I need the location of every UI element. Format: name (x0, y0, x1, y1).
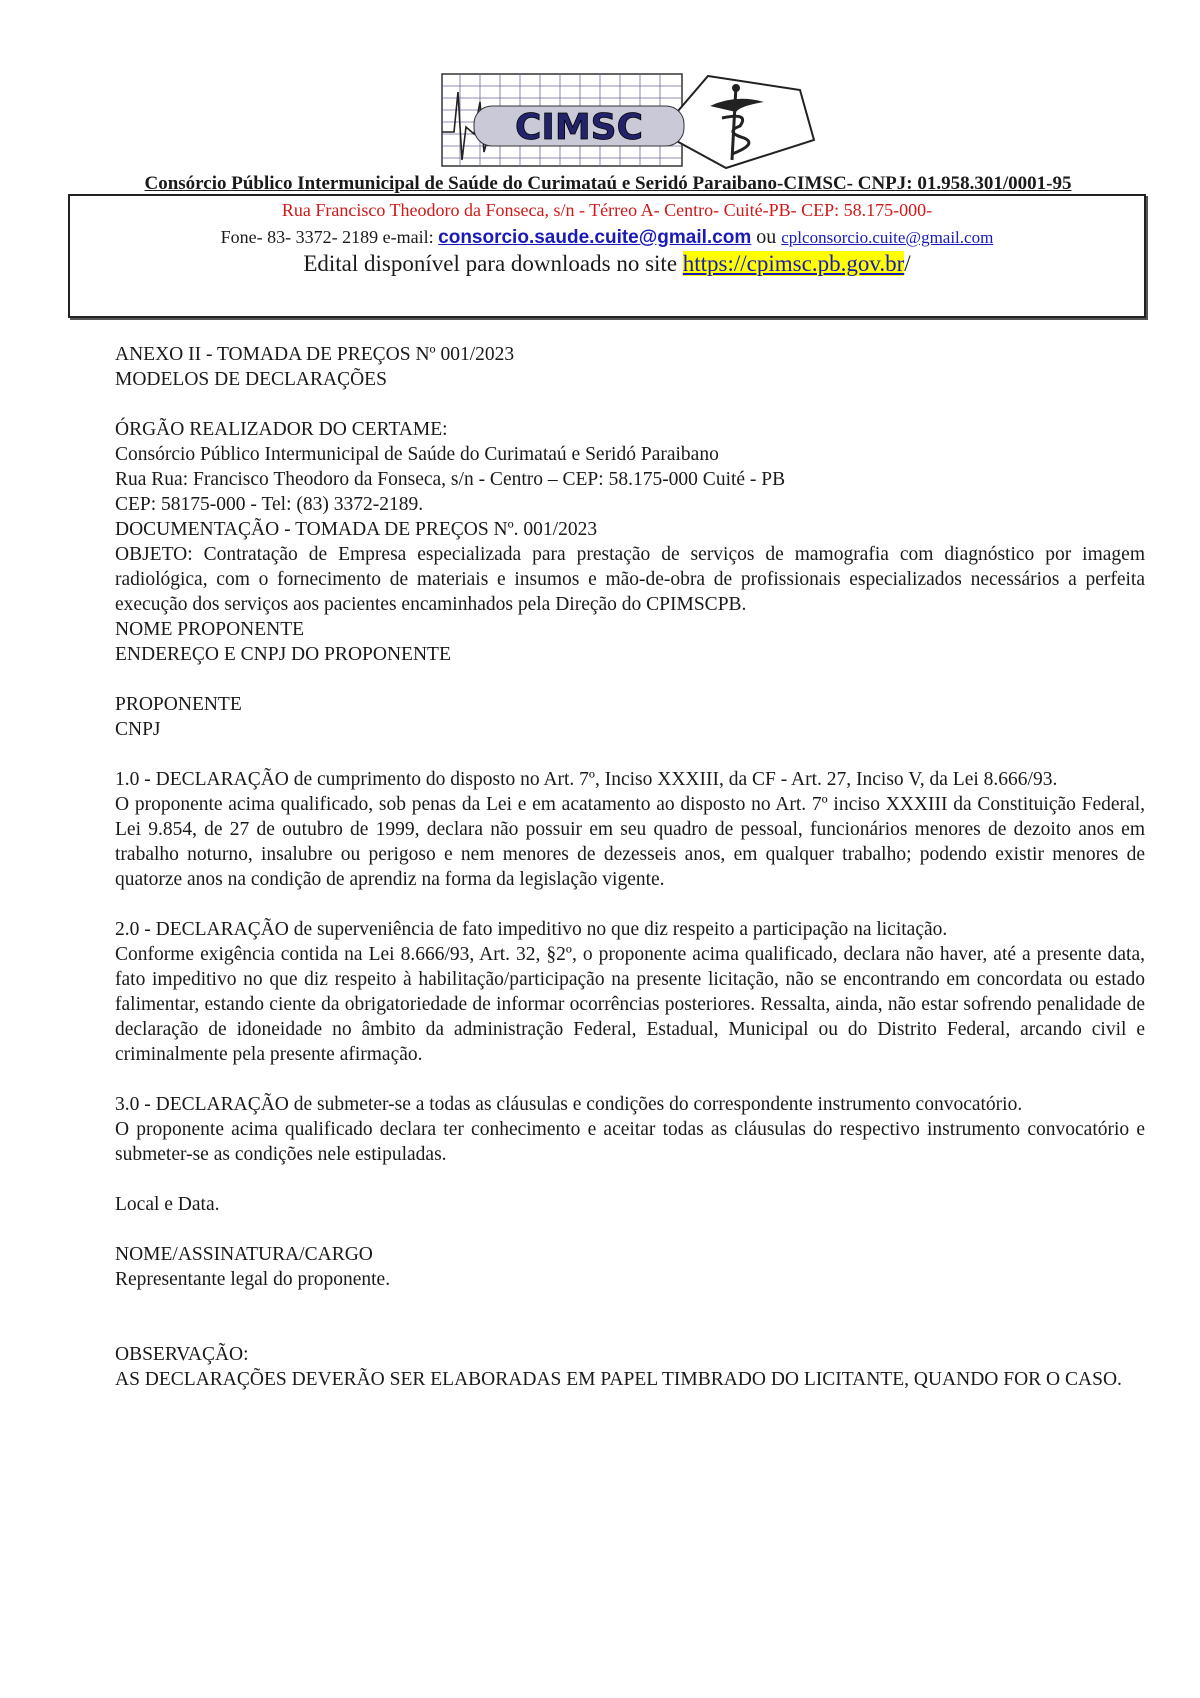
edital-text: Edital disponível para downloads no site (303, 251, 683, 276)
representative-line: Representante legal do proponente. (115, 1269, 391, 1290)
proponent-label: PROPONENTE (115, 694, 242, 715)
header-edital (70, 251, 1144, 277)
organ-name: Consórcio Público Intermunicipal de Saúde do Curimataú e Seridó Paraibano (115, 444, 719, 465)
header-box (68, 194, 1146, 318)
declaration-3-body: O proponente acima qualificado declara ter conhecimento e aceitar todas as cláusulas do respectivo instrumento convocatório e submeter-se as condições nele estipuladas. (115, 1119, 1145, 1165)
models-title: MODELOS DE DECLARAÇÕES (115, 369, 387, 390)
observation-heading: OBSERVAÇÃO: (115, 1344, 249, 1365)
email-link-secondary[interactable]: cplconsorcio.cuite@gmail.com (781, 228, 994, 247)
documentation: DOCUMENTAÇÃO - TOMADA DE PREÇOS Nº. 001/2023 (115, 519, 598, 540)
organ-address: Rua Rua: Francisco Theodoro da Fonseca, s/n - Centro – CEP: 58.175-000 Cuité - PB (115, 469, 786, 490)
cimsc-logo (440, 72, 820, 172)
annex-title: ANEXO II - TOMADA DE PREÇOS Nº 001/2023 (115, 344, 515, 365)
document-body (115, 342, 1145, 1392)
logo-text: CIMSC (515, 107, 643, 148)
header-or: ou (751, 226, 782, 248)
place-date: Local e Data. (115, 1194, 220, 1215)
signature-line: NOME/ASSINATURA/CARGO (115, 1244, 373, 1265)
declaration-1-body: O proponente acima qualificado, sob penas da Lei e em acatamento ao disposto no Art. 7º inciso XXXIII da Constituição Federal, Lei 9.854, de 27 de outubro de 1999, declara não possuir em seu quadro de pessoal, funcionários menores de dezoito anos em trabalho noturno, insalubre ou perigoso e nem menores de dezesseis anos, em qualquer trabalho; podendo existir menores de quatorze anos na condição de aprendiz na forma da legislação vigente. (115, 794, 1145, 890)
organ-cep-tel: CEP: 58175-000 - Tel: (83) 3372-2189. (115, 494, 424, 515)
cnpj-label: CNPJ (115, 719, 161, 740)
declaration-2-body: Conforme exigência contida na Lei 8.666/93, Art. 32, §2º, o proponente acima qualificado, declara não haver, até a presente data, fato impeditivo no que diz respeito à habilitação/participação na presente licitação, não se encontrando em concordata ou estado falimentar, estando ciente da obrigatoriedade de informar ocorrências posteriores. Ressalta, ainda, não estar sofrendo penalidade de declaração de idoneidade no âmbito da administração Federal, Estadual, Municipal ou do Distrito Federal, arcando civil e criminalmente pela presente afirmação. (115, 944, 1145, 1065)
declaration-3-title: 3.0 - DECLARAÇÃO de submeter-se a todas as cláusulas e condições do correspondente instrumento convocatório. (115, 1094, 1023, 1115)
site-suffix: / (904, 251, 911, 276)
header-title: Consórcio Público Intermunicipal de Saúde do Curimataú e Seridó Paraibano-CIMSC- CNPJ: 01.958.301/0001-95 (144, 173, 1072, 194)
site-link[interactable]: https://cpimsc.pb.gov.br (682, 251, 905, 276)
email-link-primary[interactable]: consorcio.saude.cuite@gmail.com (438, 227, 752, 248)
header-contact (70, 226, 1144, 249)
proponent-name-label: NOME PROPONENTE (115, 619, 305, 640)
object-paragraph: OBJETO: Contratação de Empresa especializada para prestação de serviços de mamografia com diagnóstico por imagem radiológica, com o fornecimento de materiais e insumos e mão-de-obra de profissionais especializados necessários a perfeita execução dos serviços aos pacientes encaminhados pela Direção do CPIMSCPB. (115, 544, 1145, 615)
header-address: Rua Francisco Theodoro da Fonseca, s/n - Térreo A- Centro- Cuité-PB- CEP: 58.175-000- (281, 200, 933, 220)
observation-text: AS DECLARAÇÕES DEVERÃO SER ELABORADAS EM PAPEL TIMBRADO DO LICITANTE, QUANDO FOR O CASO. (115, 1369, 1122, 1390)
proponent-address-label: ENDEREÇO E CNPJ DO PROPONENTE (115, 644, 451, 665)
declaration-2-title: 2.0 - DECLARAÇÃO de superveniência de fato impeditivo no que diz respeito a participação na licitação. (115, 919, 948, 940)
organ-heading: ÓRGÃO REALIZADOR DO CERTAME: (115, 419, 448, 440)
cimsc-logo-graphic (440, 72, 820, 172)
header-phone: Fone- 83- 3372- 2189 e-mail: (220, 227, 439, 247)
declaration-1-title: 1.0 - DECLARAÇÃO de cumprimento do disposto no Art. 7º, Inciso XXXIII, da CF - Art. 27, Inciso V, da Lei 8.666/93. (115, 769, 1058, 790)
